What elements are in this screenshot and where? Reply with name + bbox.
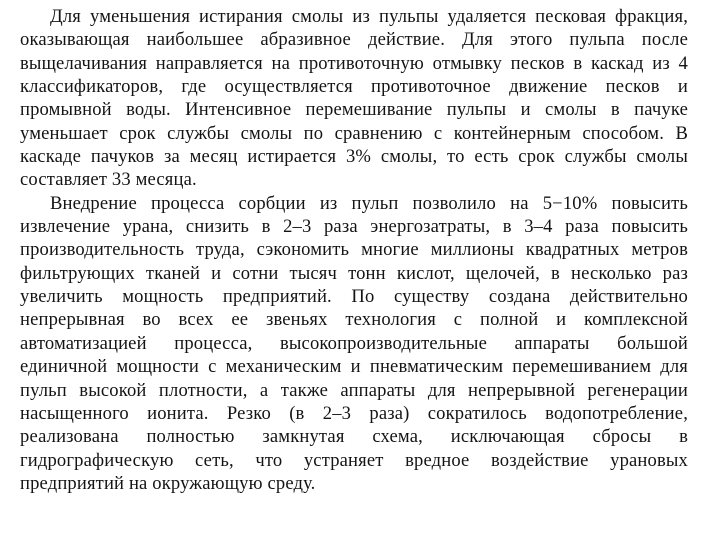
paragraph-sorption-benefits: Внедрение процесса сорбции из пульп позволило на 5−10% повысить извлечение урана, снизить в 2–3 раза энергозатраты, в 3–4 раза повысить производительность труда, сэкономить многие миллионы квадратных метров фильтрующих тканей и сотни тысяч тонн кислот, щелочей, в несколько раз увеличить мощность предприятий. По существу создана действительно непрерывная во всех ее звеньях технология с полной и комплексной автоматизацией процесса, высокопроизводительные аппараты большой единичной мощности с механическим и пневматическим перемешиванием для пульп высокой плотности, а также аппараты для непрерывной регенерации насыщенного ионита. Резко (в 2–3 раза) сократилось водопотребление, реализована полностью замкнутая схема, исключающая сбросы в гидрографическую сеть, что устраняет вредное воздействие урановых предприятий на окружающую среду.	[20, 192, 688, 494]
paragraph-sand-fraction: Для уменьшения истирания смолы из пульпы удаляется песковая фракция, оказывающая наибольшее абразивное действие. Для этого пульпа после выщелачивания направляется на противоточную отмывку песков в каскад из 4 классификаторов, где осуществляется противоточное движение песков и промывной воды. Интенсивное перемешивание пульпы и смолы в пачуке уменьшает срок службы смолы по сравнению с контейнерным способом. В каскаде пачуков за месяц истирается 3% смолы, то есть срок службы смолы составляет 33 месяца.	[20, 6, 688, 191]
document-body	[20, 5, 688, 495]
